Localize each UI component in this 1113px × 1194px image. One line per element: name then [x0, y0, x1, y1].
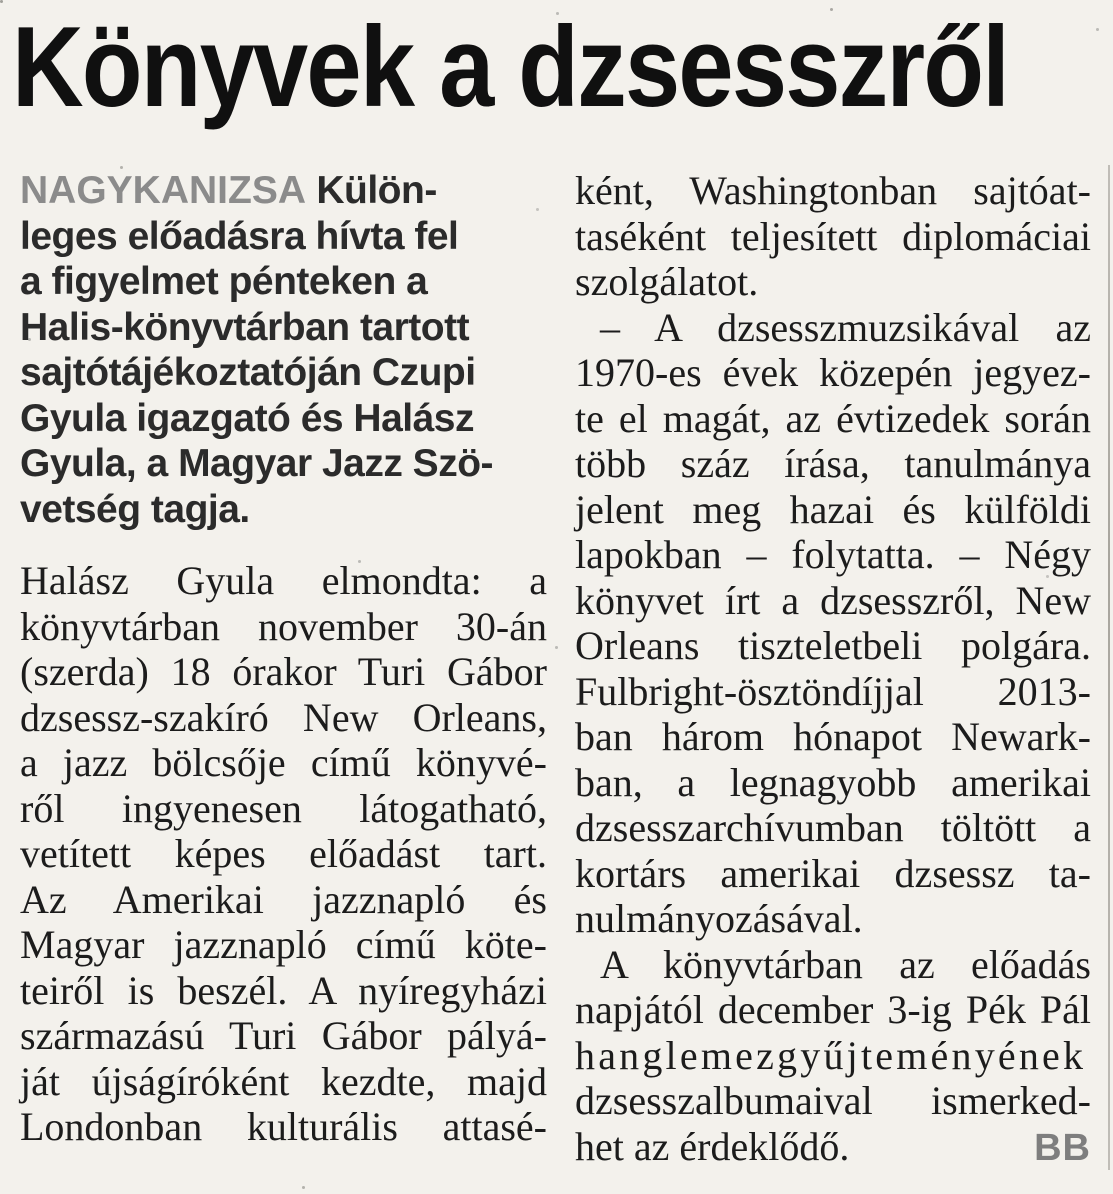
text-line: lapokban – folytatta. – Négy [575, 532, 1091, 577]
text-line: ként, Washingtonban sajtóat- [575, 168, 1091, 213]
scan-noise [0, 0, 3, 3]
text-line: a jazz bölcsője című könyvé- [20, 740, 547, 785]
text-line: hanglemezgyűjteményének [575, 1032, 1087, 1078]
column-right [575, 168, 1091, 1171]
column-divider-rule [1108, 165, 1110, 1170]
text-line: Halis-könyvtárban tartott [20, 305, 470, 349]
text-line: Az Amerikai jazznapló és [20, 876, 547, 922]
text-line: jelent meg hazai és külföldi [575, 486, 1091, 532]
text-line: ját újságíróként kezdte, majd [20, 1058, 547, 1104]
text-line [575, 1124, 1091, 1172]
text-fragment: het az érdeklődő. [575, 1123, 850, 1169]
column-left [20, 168, 547, 1150]
text-line: sajtótájékoztatóján Czupi [20, 351, 476, 394]
text-line: 1970-es évek közepén jegyez- [575, 350, 1091, 395]
text-line: könyvet írt a dzsesszről, New [575, 577, 1091, 623]
text-line: Gyula, a Magyar Jazz Szö- [20, 442, 494, 485]
text-line: vetített képes előadást tart. [20, 831, 547, 876]
text-line: taséként teljesített diplomáciai [575, 213, 1091, 259]
text-line: több száz írása, tanulmánya [575, 441, 1091, 486]
lead-paragraph [20, 168, 547, 532]
text-line: Fulbright-ösztöndíjjal 2013- [575, 668, 1091, 714]
text-line: leges előadásra hívta fel [20, 214, 459, 258]
text-line: a figyelmet pénteken a [20, 260, 428, 303]
text-line: kortárs amerikai dzsessz ta- [575, 850, 1091, 896]
text-line: szolgálatot. [575, 259, 759, 304]
text-line: A könyvtárban az előadás [600, 941, 1091, 987]
author-initials: BB [1034, 1126, 1091, 1169]
left-column-body [20, 558, 547, 1150]
text-line: Orleans tiszteletbeli polgára. [575, 623, 1091, 668]
text-line: származású Turi Gábor pályá- [20, 1013, 547, 1058]
text-line: NAGYKANIZSA Külön- [20, 169, 437, 212]
text-line: ről ingyenesen látogatható, [20, 785, 547, 831]
text-line: napjától december 3-ig Pék Pál [575, 987, 1091, 1032]
text-line: dzsesszarchívumban töltött a [575, 805, 1091, 850]
article-headline: Könyvek a dzsesszről [12, 4, 1009, 131]
text-line: (szerda) 18 órakor Turi Gábor [20, 649, 547, 694]
text-line: – A dzsesszmuzsikával az [600, 304, 1091, 350]
location-kicker: NAGYKANIZSA [20, 169, 307, 212]
text-line: dzsessz-szakíró New Orleans, [20, 694, 547, 740]
text-line: Londonban kulturális attasé- [20, 1104, 547, 1149]
text-line: te el magát, az évtizedek során [575, 395, 1091, 441]
text-line: nulmányozásával. [575, 896, 863, 941]
text-line: Halász Gyula elmondta: a [20, 558, 547, 603]
text-line: könyvtárban november 30-án [20, 603, 547, 649]
text-line: ban, a legnagyobb amerikai [575, 759, 1091, 805]
text-line: teiről is beszél. A nyíregyházi [20, 967, 547, 1013]
text-line: dzsesszalbumaival ismerked- [575, 1078, 1091, 1123]
text-line: Magyar jazznapló című köte- [20, 922, 547, 967]
text-line: vetség tagja. [20, 487, 250, 531]
text-line: ban három hónapot Newark- [575, 714, 1091, 759]
text-line: Gyula igazgató és Halász [20, 396, 475, 440]
